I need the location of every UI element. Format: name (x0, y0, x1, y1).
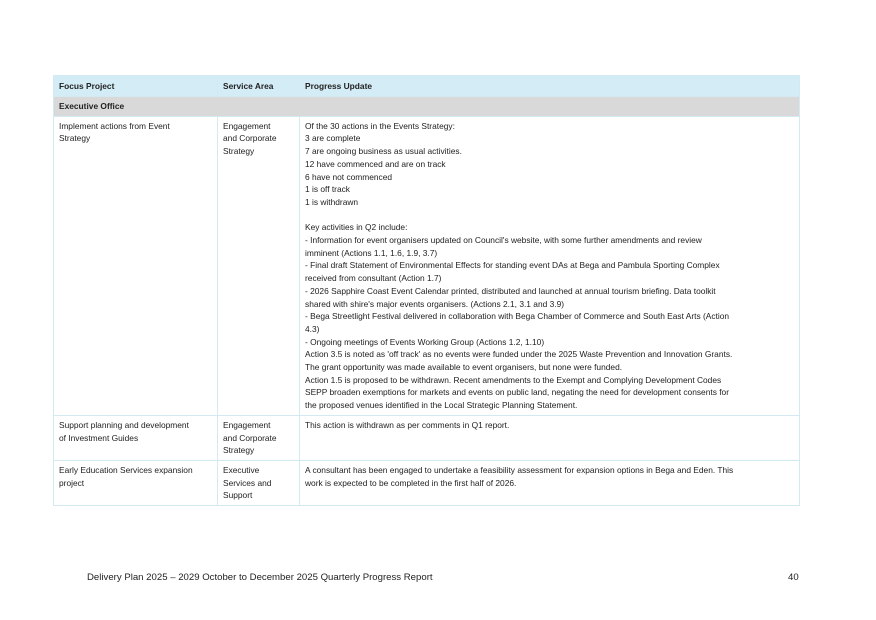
text-line: received from consultant (Action 1.7) (305, 273, 442, 284)
text-line: Support (223, 490, 253, 501)
text-line: Early Education Services expansion (59, 464, 193, 475)
text-line: - Final draft Statement of Environmental Effects for standing event DAs at Bega and Pambula Sporting Complex (305, 260, 720, 271)
text-line: Executive (223, 464, 260, 475)
text-line (305, 209, 794, 222)
text-line: Services and (223, 477, 272, 488)
text-line: the proposed venues identified in the Local Strategic Planning Statement. (305, 400, 578, 411)
service-area-cell (218, 116, 300, 415)
focus-project-cell (54, 460, 218, 505)
text-line: Strategy (223, 445, 255, 456)
table-header-row (54, 76, 800, 97)
text-line: Engagement (223, 120, 271, 131)
header-service-area: Service Area (218, 76, 300, 97)
footer-title: Delivery Plan 2025 – 2029 October to December 2025 Quarterly Progress Report (87, 572, 433, 583)
table-row (54, 415, 800, 460)
service-area-cell (218, 415, 300, 460)
text-line: The grant opportunity was made available to event organisers, but none were funded. (305, 362, 623, 373)
text-line: - 2026 Sapphire Coast Event Calendar printed, distributed and launched at annual tourism briefing. Data toolkit (305, 285, 716, 296)
text-line: 3 are complete (305, 133, 361, 144)
header-focus-project: Focus Project (54, 76, 218, 97)
text-line: of Investment Guides (59, 432, 139, 443)
section-row (54, 97, 800, 117)
text-line: A consultant has been engaged to undertake a feasibility assessment for expansion options in Bega and Eden. This (305, 464, 734, 475)
table-row (54, 460, 800, 505)
section-title: Executive Office (54, 97, 800, 117)
service-area-cell (218, 460, 300, 505)
progress-table (53, 75, 800, 506)
text-line: shared with shire's major events organisers. (Actions 2.1, 3.1 and 3.9) (305, 298, 565, 309)
text-line: 12 have commenced and are on track (305, 158, 446, 169)
text-line: 7 are ongoing business as usual activities. (305, 146, 462, 157)
text-line: 4.3) (305, 323, 320, 334)
focus-project-cell (54, 415, 218, 460)
focus-project-cell (54, 116, 218, 415)
text-line: SEPP broaden exemptions for markets and events on public land, negating the need for development consents for (305, 387, 729, 398)
text-line: 6 have not commenced (305, 171, 393, 182)
text-line: Support planning and development (59, 419, 189, 430)
text-line: - Ongoing meetings of Events Working Group (Actions 1.2, 1.10) (305, 336, 545, 347)
text-line: and Corporate (223, 133, 277, 144)
text-line: Of the 30 actions in the Events Strategy: (305, 120, 455, 131)
text-line: Strategy (223, 146, 255, 157)
text-line: This action is withdrawn as per comments in Q1 report. (305, 419, 510, 430)
text-line: work is expected to be completed in the first half of 2026. (305, 477, 517, 488)
text-line: Action 3.5 is noted as 'off track' as no events were funded under the 2025 Waste Prevention and Innovation Grants. (305, 349, 733, 360)
text-line: Engagement (223, 419, 271, 430)
text-line: Strategy (59, 133, 91, 144)
text-line: Implement actions from Event (59, 120, 170, 131)
page-number: 40 (788, 572, 799, 583)
text-line: - Information for event organisers updated on Council's website, with some further amendments and review (305, 235, 702, 246)
progress-update-cell (300, 415, 800, 460)
text-line: 1 is off track (305, 184, 350, 195)
progress-update-cell (300, 116, 800, 415)
text-line: 1 is withdrawn (305, 196, 359, 207)
table-row (54, 116, 800, 415)
text-line: imminent (Actions 1.1, 1.6, 1.9, 3.7) (305, 247, 438, 258)
text-line: and Corporate (223, 432, 277, 443)
text-line: Action 1.5 is proposed to be withdrawn. Recent amendments to the Exempt and Complying Development Codes (305, 374, 722, 385)
text-line: Key activities in Q2 include: (305, 222, 408, 233)
text-line: project (59, 477, 85, 488)
header-progress-update: Progress Update (300, 76, 800, 97)
text-line: - Bega Streetlight Festival delivered in collaboration with Bega Chamber of Commerce and South East Arts (Action (305, 311, 730, 322)
progress-update-cell (300, 460, 800, 505)
